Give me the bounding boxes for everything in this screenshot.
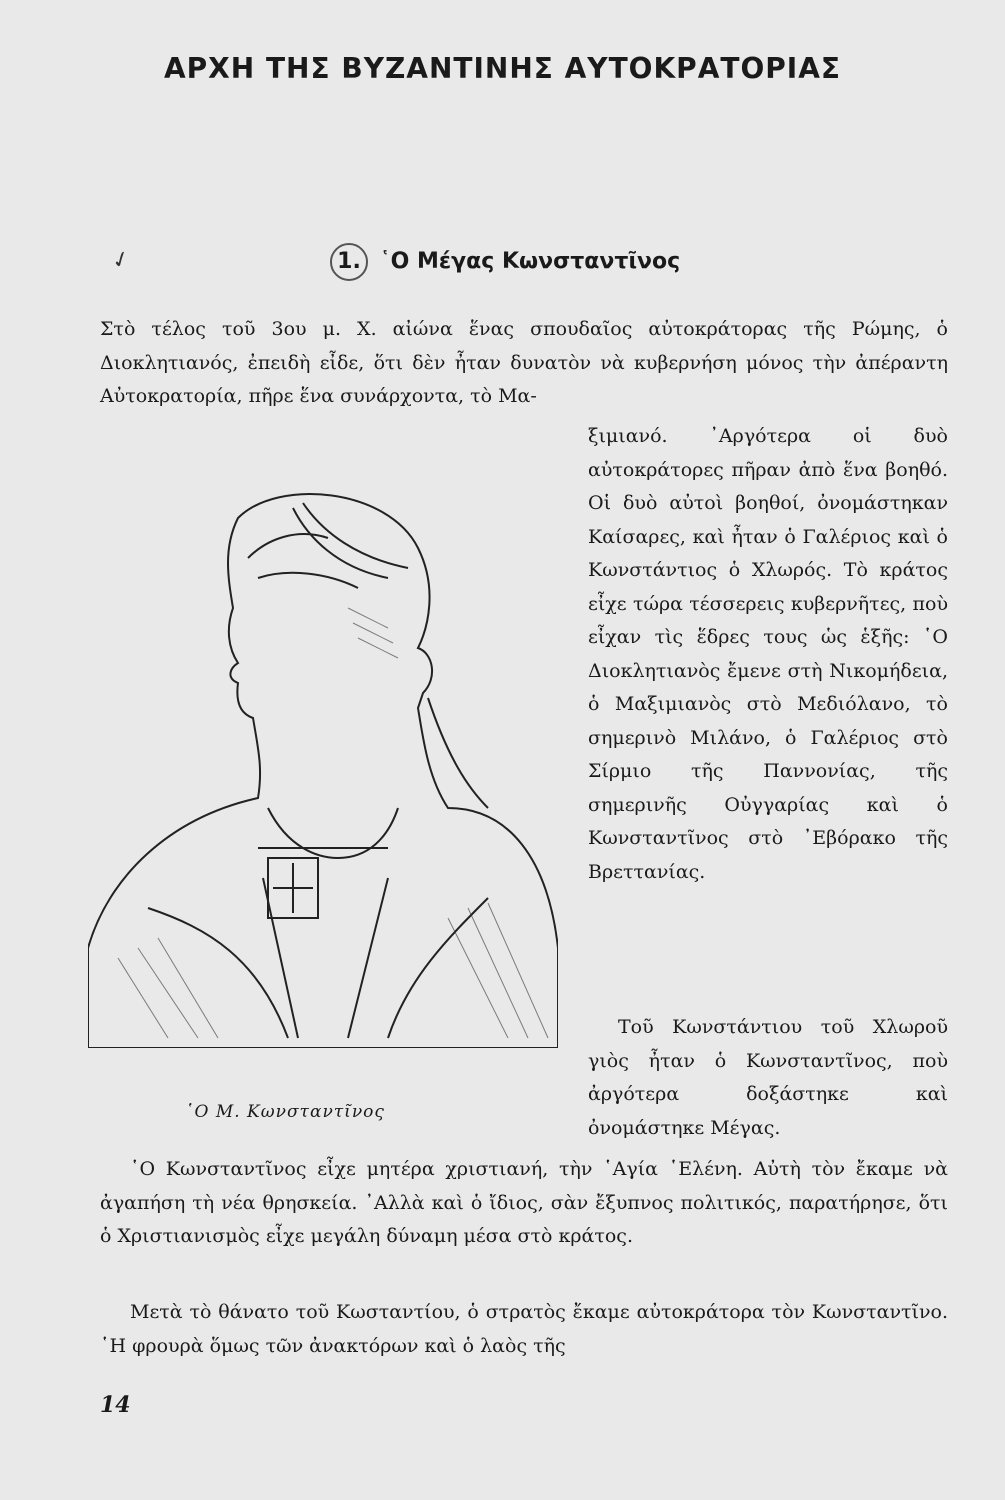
section-number: 1. (330, 243, 368, 281)
chapter-title: ΑΡΧΗ ΤΗΣ ΒΥΖΑΝΤΙΝΗΣ ΑΥΤΟΚΡΑΤΟΡΙΑΣ (163, 52, 842, 85)
page-number: 14 (100, 1392, 131, 1418)
pencil-mark-icon: ✓ (108, 245, 135, 276)
constantine-portrait-icon (88, 478, 558, 1048)
section-heading (330, 243, 680, 281)
section-title: ῾Ο Μέγας Κωνσταντῖνος (379, 249, 681, 274)
paragraph-army: Μετὰ τὸ θάνατο τοῦ Κωσταντίου, ὁ στρατὸς ἔκαμε αὐτοκράτορα τὸν Κωνσταντῖνο. ῾Η φρουρὰ ὅμως τῶν ἀνακτόρων καὶ ὁ λαὸς τῆς (100, 1301, 948, 1357)
figure-caption: ῾Ο Μ. Κωνσταντῖνος (185, 1102, 385, 1122)
paragraph-intro: Στὸ τέλος τοῦ 3ου μ. Χ. αἰώνα ἕνας σπουδαῖος αὐτοκράτορας τῆς Ρώμης, ὁ Διοκλητιανός, ἐπειδὴ εἶδε, ὅτι δὲν ἦταν δυνατὸν νὰ κυβερνήση μόνος τὴν ἀπέραντη Αὐτοκρατορία, πῆρε ἕνα συνάρχοντα, τὸ Μα- (100, 318, 948, 407)
paragraph-tetrarchy: ξιμιανό. ᾿Αργότερα οἱ δυὸ αὐτοκράτορες πῆραν ἀπὸ ἕνα βοηθό. Οἱ δυὸ αὐτοὶ βοηθοί, ὀνομάστηκαν Καίσαρες, καὶ ἦταν ὁ Γαλέριος καὶ ὁ Κωνστάντιος ὁ Χλωρός. Τὸ κράτος εἶχε τώρα τέσσερεις κυβερνῆτες, ποὺ εἶχαν τὶς ἕδρες τους ὡς ἑξῆς: ῾Ο Διοκλητιανὸς ἔμενε στὴ Νικομήδεια, ὁ Μαξιμιανὸς στὸ Μεδιόλανο, τὸ σημερινὸ Μιλάνο, ὁ Γαλέριος στὸ Σίρμιο τῆς Παννονίας, τῆς σημερινῆς Οὐγγαρίας καὶ ὁ Κωνσταντῖνος στὸ ᾿Εβόρακο τῆς Βρεττανίας. (588, 425, 948, 883)
paragraph-constantine-son: Τοῦ Κωνστάντιου τοῦ Χλωροῦ γιὸς ἦταν ὁ Κωνσταντῖνος, ποὺ ἀργότερα δοξάστηκε καὶ ὀνομάστηκε Μέγας. (588, 1016, 948, 1139)
paragraph-helena: ῾Ο Κωνσταντῖνος εἶχε μητέρα χριστιανή, τὴν ῾Αγία ῾Ελένη. Αὐτὴ τὸν ἔκαμε νὰ ἀγαπήση τὴ νέα θρησκεία. ᾿Αλλὰ καὶ ὁ ἴδιος, σὰν ἔξυπνος πολιτικός, παρατήρησε, ὅτι ὁ Χριστιανισμὸς εἶχε μεγάλη δύναμη μέσα στὸ κράτος. (100, 1158, 948, 1247)
